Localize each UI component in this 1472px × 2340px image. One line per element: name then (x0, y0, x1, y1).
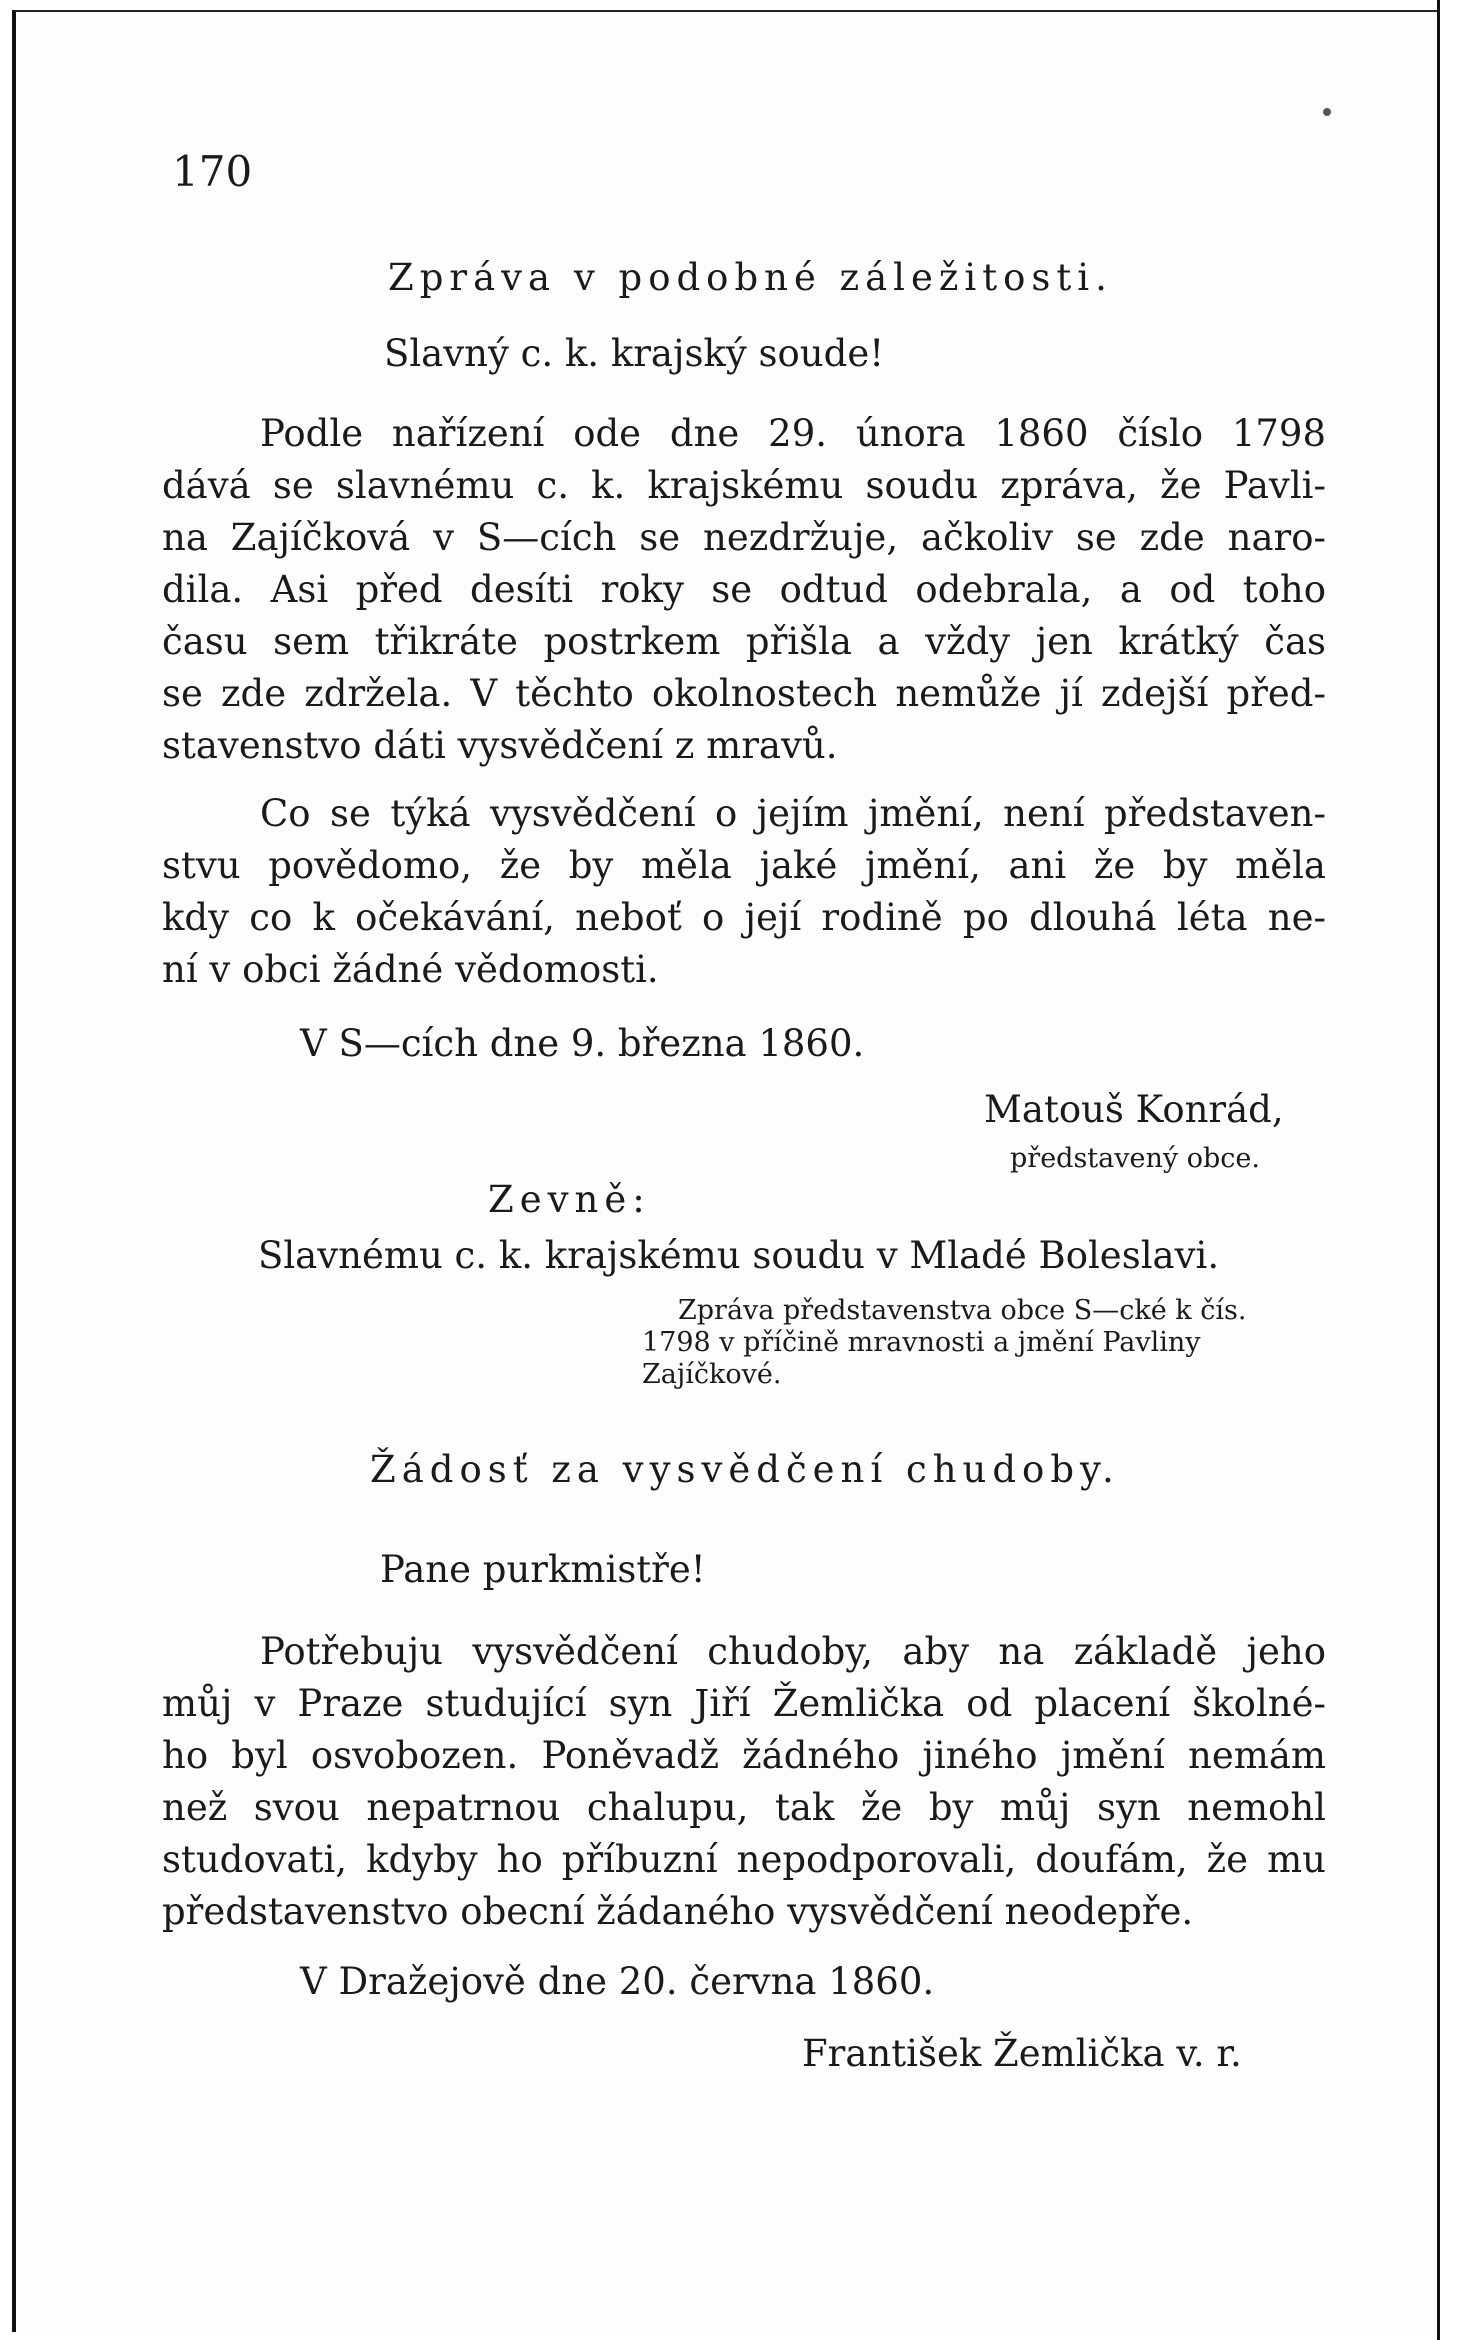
report-para1-line: dila. Asi před desíti roky se odtud odebrala, a od toho (162, 568, 1326, 611)
report-para1-line: se zde zdržela. V těchto okolnostech nemůže jí zdejší před- (162, 672, 1326, 715)
request-para-line: můj v Praze studující syn Jiří Žemlička od placení školné- (162, 1682, 1326, 1725)
report-date: V S—cích dne 9. března 1860. (300, 1022, 865, 1065)
request-para-line: představenstvo obecní žádaného vysvědčení neodepře. (162, 1890, 1194, 1933)
report-signer-name: Matouš Konrád, (984, 1088, 1284, 1131)
outside-label: Zevně: (488, 1178, 651, 1221)
report-para2-line: stvu povědomo, že by měla jaké jmění, ani že by měla (162, 844, 1326, 887)
request-title: Žádosť za vysvědčení chudoby. (370, 1448, 1120, 1491)
report-para2-line: kdy co k očekávání, neboť o její rodině po dlouhá léta ne- (162, 896, 1326, 939)
request-para-line: než svou nepatrnou chalupu, tak že by můj syn nemohl (162, 1786, 1326, 1829)
report-note-line: Zajíčkové. (642, 1359, 782, 1390)
report-para1-line: stavenstvo dáti vysvědčení z mravů. (162, 724, 838, 767)
report-para2-line: Co se týká vysvědčení o jejím jmění, není představen- (260, 792, 1326, 835)
report-note-line: Zpráva představenstva obce S—cké k čís. (678, 1295, 1247, 1326)
request-date: V Dražejově dne 20. června 1860. (300, 1960, 935, 2003)
report-para1-line: času sem třikráte postrkem přišla a vždy jen krátký čas (162, 620, 1326, 663)
report-signer-title: představený obce. (1010, 1143, 1260, 1174)
request-salutation: Pane purkmistře! (380, 1548, 706, 1591)
request-para-line: ho byl osvobozen. Poněvadž žádného jiného jmění nemám (162, 1734, 1326, 1777)
request-signature: František Žemlička v. r. (802, 2032, 1242, 2075)
page-edge (1437, 0, 1472, 2340)
report-para1-line: na Zajíčková v S—cích se nezdržuje, ačkoliv se zde naro- (162, 516, 1326, 559)
report-address: Slavnému c. k. krajskému soudu v Mladé Boleslavi. (258, 1234, 1220, 1277)
request-para-line: Potřebuju vysvědčení chudoby, aby na základě jeho (260, 1630, 1326, 1673)
report-para1-line: dává se slavnému c. k. krajskému soudu zpráva, že Pavli- (162, 464, 1326, 507)
request-para-line: studovati, kdyby ho příbuzní nepodporovali, doufám, že mu (162, 1838, 1326, 1881)
report-para2-line: ní v obci žádné vědomosti. (162, 948, 659, 991)
report-salutation: Slavný c. k. krajský soude! (384, 332, 885, 375)
report-para1-line: Podle nařízení ode dne 29. února 1860 číslo 1798 (260, 412, 1326, 455)
report-note-line: 1798 v příčině mravnosti a jmění Pavliny (642, 1327, 1201, 1358)
page-number: 170 (172, 147, 253, 196)
speck (1323, 108, 1331, 116)
report-title: Zpráva v podobné záležitosti. (388, 256, 1113, 299)
